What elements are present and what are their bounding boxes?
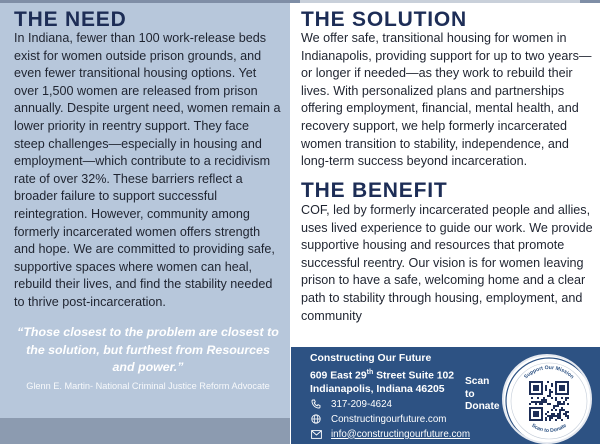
org-name: Constructing Our Future (310, 353, 432, 364)
need-paragraph: In Indiana, fewer than 100 work-release beds exist for women outside prison grounds, and even fewer transitional housing options. Yet over 1,500 women are released from prison annually. Despite urgent need, women remain a lower priority in reentry support. They face steep challenges—especially in housing and employment—which contribute to a recidivism rate of over 32%. These barriers reflect a broader failure to support successful reintegration. However, community among formerly incarcerated women offers strength and hope. We are committed to providing safe, supportive spaces where women can heal, rebuild their lives, and find the stability needed to thrive post-incarceration. (14, 31, 281, 309)
solution-paragraph: We offer safe, transitional housing for women in Indianapolis, providing support for up to two years—or longer if needed—as they work to rebuild their lives. With personalized plans and partnerships offering employment, financial, mental health, and recovery support, we help formerly incarcerated women transition to stability, independence, and long-term success beyond incarceration. (301, 31, 592, 169)
website-row[interactable] (310, 413, 446, 425)
phone-number: 317-209-4624 (331, 398, 393, 410)
benefit-heading: THE BENEFIT (301, 179, 448, 202)
globe-icon (310, 413, 322, 425)
badge-bottom-text: Scan to Donate (530, 422, 568, 435)
pull-quote: “Those closest to the problem are closest to the solution, but furthest from Resources and power.” (17, 325, 279, 375)
email-link[interactable]: info@constructingourfuture.com (331, 428, 471, 440)
phone-row[interactable] (310, 398, 392, 410)
website-link[interactable]: Constructingourfuture.com (331, 413, 447, 425)
city-state-zip: Indianapolis, Indiana 46205 (310, 383, 445, 395)
org-address (310, 352, 454, 396)
phone-icon (310, 398, 322, 410)
quote-attribution: Glenn E. Martin- National Criminal Justice Reform Advocate (26, 381, 270, 391)
mail-icon (310, 428, 322, 440)
badge-top-text: Support Our Mission (523, 364, 575, 381)
top-image-strip-light (300, 0, 580, 3)
need-panel-footer-bar (0, 418, 290, 444)
qr-code-icon (504, 356, 592, 444)
street-address: 609 East 29th Street Suite 102 (310, 368, 455, 382)
scan-to-donate-label: Scan to Donate (465, 376, 500, 413)
benefit-paragraph: COF, led by formerly incarcerated people and allies, uses lived experience to guide our work. We provide supportive housing and resources that promote successful reentry. Our vision is for women leaving prison to have a safe, welcoming home and a clear path to stability through housing, employment, and community (301, 203, 593, 323)
solution-heading: THE SOLUTION (301, 8, 467, 31)
email-row[interactable] (310, 428, 470, 440)
donate-qr-badge[interactable] (502, 354, 592, 444)
need-heading: THE NEED (14, 8, 127, 31)
